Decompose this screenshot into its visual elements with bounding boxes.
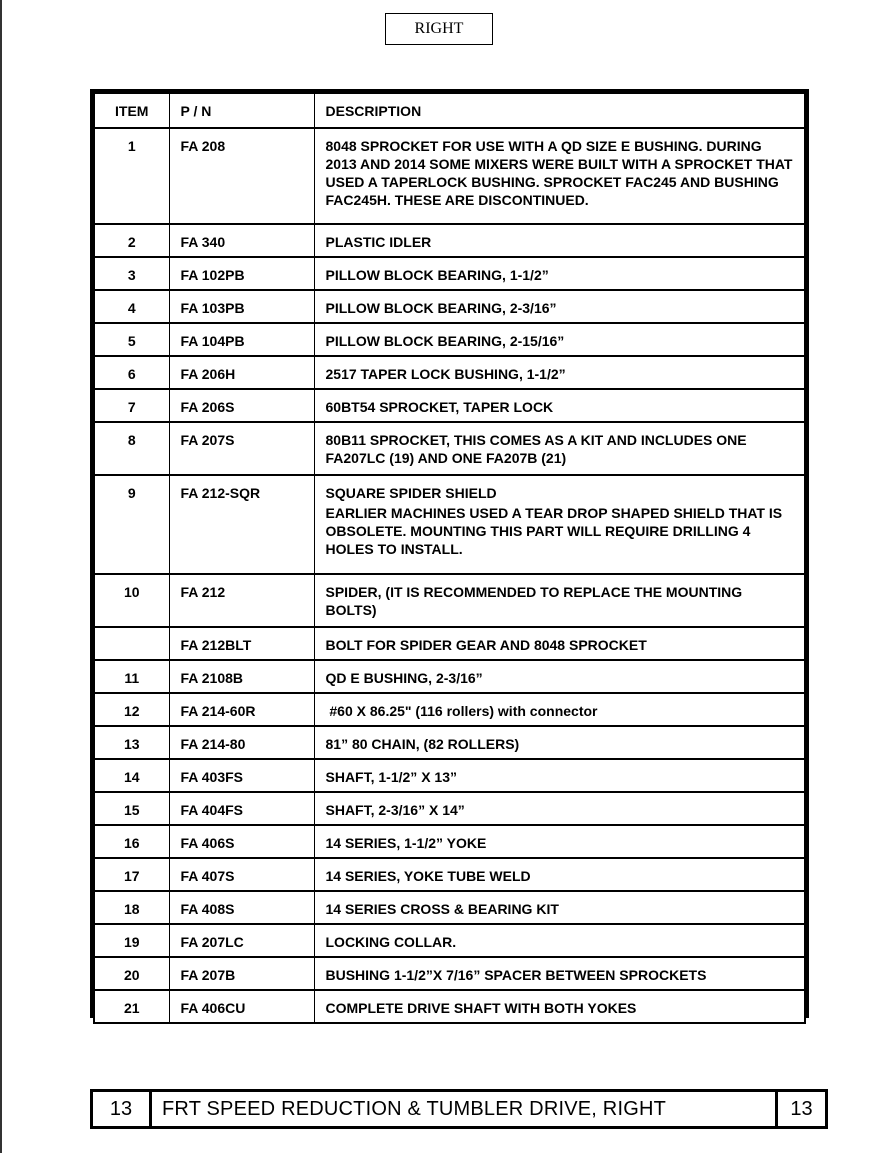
description-text: SQUARE SPIDER SHIELD <box>325 485 497 501</box>
table-row <box>94 825 805 858</box>
cell-description <box>314 356 805 389</box>
cell-part-number: FA 403FS <box>169 759 314 792</box>
cell-part-number: FA 104PB <box>169 323 314 356</box>
table-row <box>94 858 805 891</box>
cell-description <box>314 990 805 1023</box>
cell-description <box>314 627 805 660</box>
parts-table-frame <box>90 89 809 1018</box>
cell-part-number: FA 212-SQR <box>169 475 314 574</box>
table-row <box>94 389 805 422</box>
cell-item-number: 9 <box>94 475 169 574</box>
cell-item-number: 14 <box>94 759 169 792</box>
cell-description <box>314 726 805 759</box>
cell-part-number: FA 208 <box>169 128 314 224</box>
cell-description <box>314 389 805 422</box>
cell-description <box>314 224 805 257</box>
cell-item-number: 5 <box>94 323 169 356</box>
cell-part-number: FA 407S <box>169 858 314 891</box>
cell-description <box>314 290 805 323</box>
description-text: BOLT FOR SPIDER GEAR AND 8048 SPROCKET <box>325 637 647 653</box>
table-row <box>94 957 805 990</box>
table-row <box>94 356 805 389</box>
footer-title: FRT SPEED REDUCTION & TUMBLER DRIVE, RIGHT <box>162 1098 667 1120</box>
cell-item-number: 8 <box>94 422 169 475</box>
cell-part-number: FA 102PB <box>169 257 314 290</box>
cell-part-number: FA 212 <box>169 574 314 627</box>
cell-item-number: 19 <box>94 924 169 957</box>
cell-part-number: FA 207S <box>169 422 314 475</box>
cell-description <box>314 574 805 627</box>
description-text: PILLOW BLOCK BEARING, 2-15/16” <box>325 333 565 349</box>
cell-item-number: 21 <box>94 990 169 1023</box>
cell-item-number: 15 <box>94 792 169 825</box>
cell-description <box>314 422 805 475</box>
cell-part-number: FA 207B <box>169 957 314 990</box>
cell-part-number: FA 206H <box>169 356 314 389</box>
cell-part-number: FA 214-60R <box>169 693 314 726</box>
table-row <box>94 323 805 356</box>
table-row <box>94 257 805 290</box>
description-text: 60BT54 SPROCKET, TAPER LOCK <box>325 399 554 415</box>
cell-item-number: 6 <box>94 356 169 389</box>
cell-part-number: FA 206S <box>169 389 314 422</box>
description-text: #60 X 86.25" (116 rollers) with connector <box>325 703 598 719</box>
cell-item-number: 7 <box>94 389 169 422</box>
footer-page-number-right: 13 <box>775 1092 825 1126</box>
description-text: SHAFT, 1-1/2” X 13” <box>325 769 457 785</box>
cell-description <box>314 660 805 693</box>
column-header-description: DESCRIPTION <box>314 93 805 128</box>
cell-description <box>314 792 805 825</box>
table-header-row <box>94 93 805 128</box>
parts-table <box>93 92 806 1024</box>
table-row <box>94 759 805 792</box>
table-row <box>94 290 805 323</box>
description-text: 14 SERIES, 1-1/2” YOKE <box>325 835 487 851</box>
description-text: 2517 TAPER LOCK BUSHING, 1-1/2” <box>325 366 566 382</box>
column-header-part-number: P / N <box>169 93 314 128</box>
cell-item-number <box>94 627 169 660</box>
page-footer <box>90 1089 828 1129</box>
cell-item-number: 2 <box>94 224 169 257</box>
cell-description <box>314 858 805 891</box>
cell-description <box>314 957 805 990</box>
cell-part-number: FA 214-80 <box>169 726 314 759</box>
cell-part-number: FA 340 <box>169 224 314 257</box>
cell-item-number: 10 <box>94 574 169 627</box>
table-row <box>94 128 805 224</box>
cell-part-number: FA 406S <box>169 825 314 858</box>
description-text: 8048 SPROCKET FOR USE WITH A QD SIZE E BUSHING. DURING 2013 AND 2014 SOME MIXERS WERE BUILT WITH A SPROCKET THAT USED A TAPERLOCK BUSHING. SPROCKET FAC245 AND BUSHING FAC245H. THESE ARE DISCONTINUED. <box>325 138 797 208</box>
table-row <box>94 224 805 257</box>
cell-item-number: 3 <box>94 257 169 290</box>
cell-item-number: 11 <box>94 660 169 693</box>
cell-part-number: FA 404FS <box>169 792 314 825</box>
table-row <box>94 422 805 475</box>
description-text: BUSHING 1-1/2”X 7/16” SPACER BETWEEN SPROCKETS <box>325 967 707 983</box>
cell-part-number: FA 406CU <box>169 990 314 1023</box>
table-row <box>94 726 805 759</box>
table-row <box>94 660 805 693</box>
cell-description <box>314 924 805 957</box>
description-text: 80B11 SPROCKET, THIS COMES AS A KIT AND INCLUDES ONE FA207LC (19) AND ONE FA207B (21) <box>325 432 751 466</box>
description-text: PLASTIC IDLER <box>325 234 432 250</box>
cell-description <box>314 825 805 858</box>
left-margin-rule <box>0 0 2 1153</box>
description-text: 14 SERIES CROSS & BEARING KIT <box>325 901 559 917</box>
cell-part-number: FA 207LC <box>169 924 314 957</box>
table-row <box>94 990 805 1023</box>
footer-page-number-left: 13 <box>93 1092 152 1126</box>
table-row <box>94 627 805 660</box>
cell-item-number: 18 <box>94 891 169 924</box>
cell-description <box>314 759 805 792</box>
cell-description <box>314 891 805 924</box>
description-text: SPIDER, (IT IS RECOMMENDED TO REPLACE THE MOUNTING BOLTS) <box>325 584 747 618</box>
table-row <box>94 693 805 726</box>
description-text: 14 SERIES, YOKE TUBE WELD <box>325 868 531 884</box>
cell-description <box>314 128 805 224</box>
description-text: PILLOW BLOCK BEARING, 2-3/16” <box>325 300 557 316</box>
description-text: QD E BUSHING, 2-3/16” <box>325 670 483 686</box>
table-row <box>94 574 805 627</box>
cell-item-number: 16 <box>94 825 169 858</box>
cell-description <box>314 323 805 356</box>
description-text: 81” 80 CHAIN, (82 ROLLERS) <box>325 736 520 752</box>
cell-part-number: FA 2108B <box>169 660 314 693</box>
cell-item-number: 1 <box>94 128 169 224</box>
cell-item-number: 17 <box>94 858 169 891</box>
description-text: PILLOW BLOCK BEARING, 1-1/2” <box>325 267 549 283</box>
parts-table-body <box>94 128 805 1023</box>
cell-item-number: 4 <box>94 290 169 323</box>
table-row <box>94 475 805 574</box>
cell-description <box>314 257 805 290</box>
cell-description <box>314 475 805 574</box>
description-text: SHAFT, 2-3/16” X 14” <box>325 802 465 818</box>
table-row <box>94 891 805 924</box>
cell-item-number: 20 <box>94 957 169 990</box>
cell-item-number: 13 <box>94 726 169 759</box>
cell-part-number: FA 408S <box>169 891 314 924</box>
cell-item-number: 12 <box>94 693 169 726</box>
cell-part-number: FA 103PB <box>169 290 314 323</box>
table-row <box>94 792 805 825</box>
description-text: COMPLETE DRIVE SHAFT WITH BOTH YOKES <box>325 1000 637 1016</box>
table-row <box>94 924 805 957</box>
side-label: RIGHT <box>385 13 493 45</box>
cell-part-number: FA 212BLT <box>169 627 314 660</box>
description-note: EARLIER MACHINES USED A TEAR DROP SHAPED SHIELD THAT IS OBSOLETE. MOUNTING THIS PART WILL REQUIRE DRILLING 4 HOLES TO INSTALL. <box>325 505 783 557</box>
description-text: LOCKING COLLAR. <box>325 934 457 950</box>
cell-description <box>314 693 805 726</box>
column-header-item: ITEM <box>94 93 169 128</box>
